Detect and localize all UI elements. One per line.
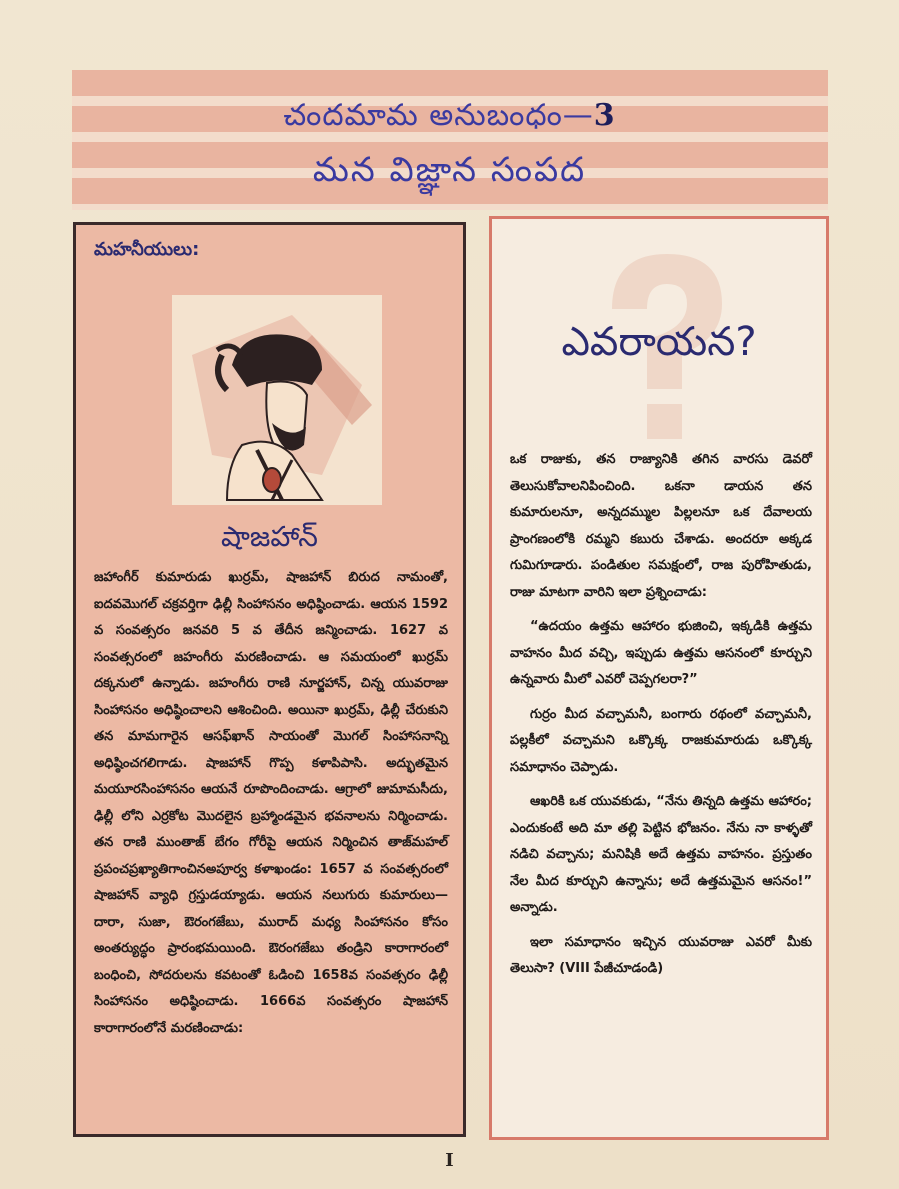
puzzle-panel [489,216,829,1140]
story-paragraph: “ఉదయం ఉత్తమ ఆహారం భుజించి, ఇక్కడికి ఉత్తమ వాహనం మీద వచ్చి, ఇప్పుడు ఉత్తమ ఆసనంలో కూర్చుని ఉన్నవారు మీలో ఎవరో చెప్పగలరా?” [510,619,812,687]
section-label: మహనీయులు: [94,239,200,260]
puzzle-title: ఎవరాయన? [561,319,757,365]
supplement-title-text: చందమామ అనుబంధం— [283,98,594,133]
page-number: I [445,1150,454,1171]
portrait-icon [172,295,382,505]
puzzle-story [510,447,812,991]
story-paragraph: గుర్రం మీద వచ్చామనీ, బంగారు రథంలో వచ్చామనీ, పల్లకీలో వచ్చామని ఒక్కొక్క రాజకుమారుడు ఒక్కొక్క సమాధానం చెప్పాడు. [510,706,812,775]
series-title: మన విజ్ఞాన సంపద [312,150,587,190]
biography-text: జహాంగీర్ కుమారుడు ఖుర్రమ్, షాజహాన్ బిరుద నామంతో, ఐదవమొగల్ చక్రవర్తిగా ఢిల్లీ సింహాసనం అధిష్ఠించాడు. ఆయన 1592 వ సంవత్సరం జనవరి 5 వ తేదీన జన్మించాడు. 1627 వ సంవత్సరంలో జహంగీరు మరణించాడు. ఆ సమయంలో ఖుర్రమ్ దక్కనులో ఉన్నాడు. జహంగీరు రాణి నూర్జహాన్, చిన్న యువరాజు సింహాసనం అధిష్ఠించాలని ఆశించింది. అయినా ఖుర్రమ్, ఢిల్లీ చేరుకుని తన మామగారైన ఆసఫ్‌ఖాన్ సాయంతో మొగల్ సింహాసనాన్ని అధిష్ఠించగలిగాడు. షాజహాన్ గొప్ప కళాపిపాసి. అద్భుతమైన మయూరసింహాసనం ఆయనే రూపొందించాడు. ఆగ్రాలో జుమామసీదు, ఢిల్లీ లోని ఎర్రకోట మొదలైన బ్రహ్మాండమైన భవనాలను నిర్మించాడు. తన రాణి ముంతాజ్ బేగం గోరీపై ఆయన నిర్మించిన తాజ్‌మహల్ ప్రపంచప్రఖ్యాతిగాంచినఅపూర్వ కళాఖండం: 1657 వ సంవత్సరంలో షాజహాన్ వ్యాధి గ్రస్తుడయ్యాడు. ఆయన నలుగురు కుమారులు— దారా, సుజా, ఔరంగజేబు, మురాద్ మధ్య సింహాసనం కోసం అంతర్యుద్ధం ప్రారంభమయింది. ఔరంగజేబు తండ్రిని కారాగారంలో బంధించి, సోదరులను కవటంతో ఓడించి 1658వ సంవత్సరం ఢిల్లీ సింహాసనం అధిష్ఠించాడు. 1666వ సంవత్సరం షాజహాన్ కారాగారంలోనే మరణించాడు: [94,570,448,1036]
story-paragraph: ఇలా సమాధానం ఇచ్చిన యువరాజు ఎవరో మీకు తెలుసా? (VIII పేజీచూడండి) [510,934,812,976]
story-paragraph: ఒక రాజుకు, తన రాజ్యానికి తగిన వారసు డెవరో తెలుసుకోవాలనిపించింది. ఒకనా డాయన తన కుమారులనూ, అన్నదమ్ముల పిల్లలనూ ఒక దేవాలయ ప్రాంగణంలోకి రమ్మని కబురు చేశాడు. అందరూ అక్కడ గుమిగూడారు. పండితుల సమక్షంలో, రాజ పురోహితుడు, రాజు మాటగా వారిని ఇలా ప్రశ్నించాడు: [510,452,812,600]
biography-panel [73,222,466,1137]
portrait-illustration [172,295,382,505]
person-name: షాజహాన్ [221,520,318,553]
supplement-number: 3 [593,98,616,133]
story-paragraph: ఆఖరికి ఒక యువకుడు, “నేను తిన్నది ఉత్తమ ఆహారం; ఎందుకంటే అది మా తల్లి పెట్టిన భోజనం. నేను నా కాళ్ళతో నడిచి వచ్చాను; మనిషికి అదే ఉత్తమ వాహనం. ప్రస్తుతం నేల మీద కూర్చుని ఉన్నాను; అదే ఉత్తమమైన ఆసనం!” అన్నాడు. [510,794,812,915]
supplement-title [0,98,899,140]
